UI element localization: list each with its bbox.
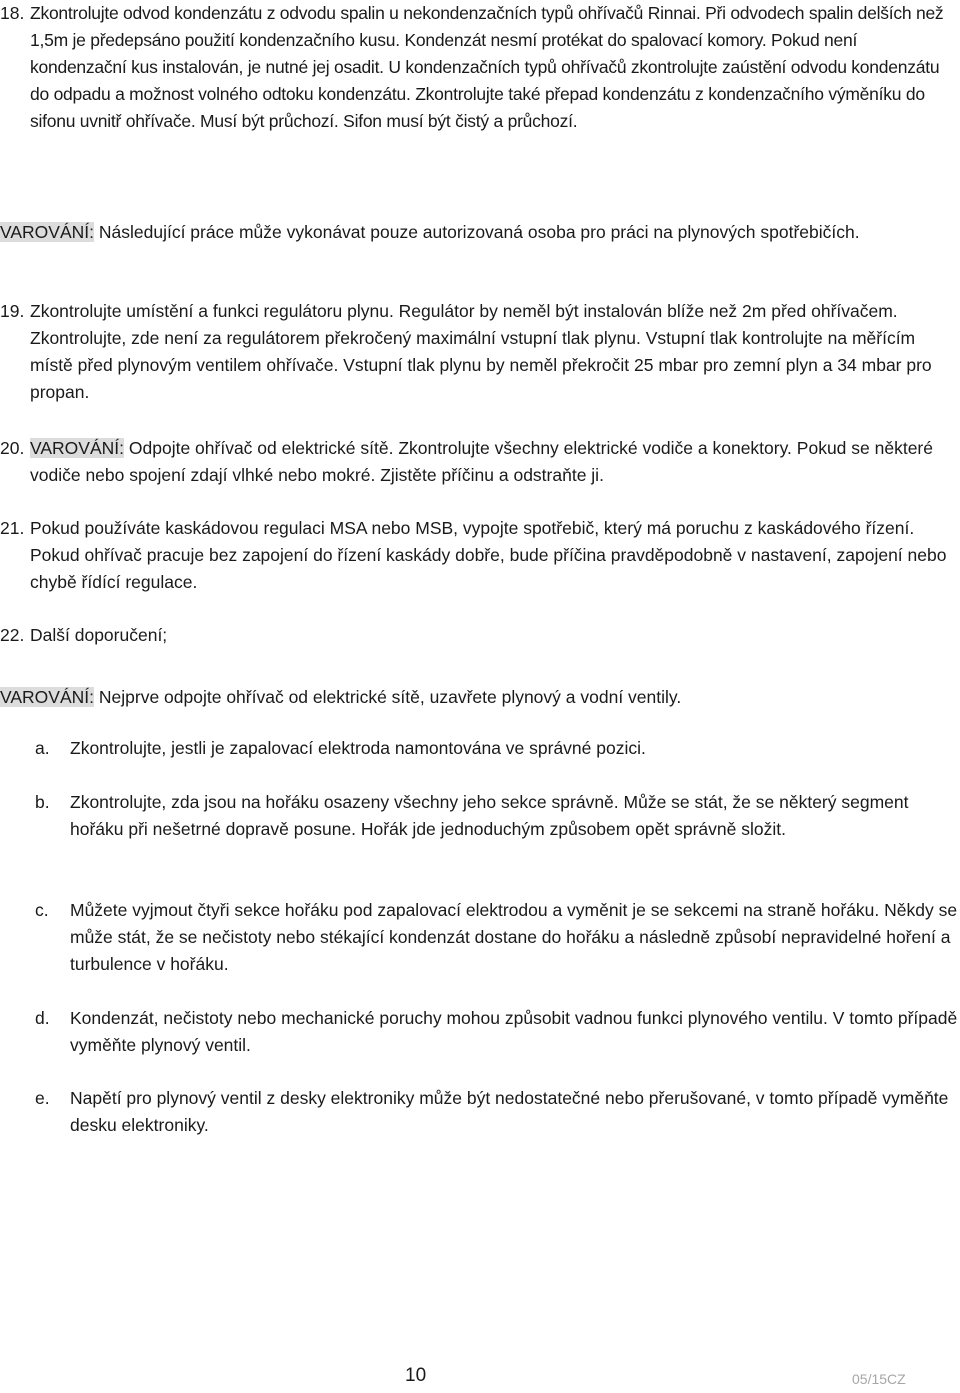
sub-list-item-a	[0, 735, 958, 762]
sub-list-letter: b.	[35, 792, 50, 812]
warning-text: Odpojte ohřívač od elektrické sítě. Zkontrolujte všechny elektrické vodiče a konektory. Pokud se některé vodiče nebo spojení zdají vlhké nebo mokré. Zjistěte příčinu a odstraňte ji.	[30, 438, 933, 485]
sub-list-item-b	[0, 789, 958, 843]
sub-list-letter: d.	[35, 1008, 50, 1028]
sub-list-letter: e.	[35, 1088, 50, 1108]
list-item-20	[0, 435, 958, 489]
page-number: 10	[405, 1365, 427, 1386]
sub-list-text: Můžete vyjmout čtyři sekce hořáku pod zapalovací elektrodou a vyměnit je se sekcemi na straně hořáku. Někdy se může stát, že se nečistoty nebo stékající kondenzát dostane do hořáku a následně způsobí nepravidelné hoření a turbulence v hořáku.	[70, 900, 958, 974]
sub-list-text: Kondenzát, nečistoty nebo mechanické poruchy mohou způsobit vadnou funkci plynového ventilu. V tomto případě vyměňte plynový ventil.	[70, 1008, 958, 1055]
warning-text: Následující práce může vykonávat pouze autorizovaná osoba pro práci na plynových spotřebičích.	[94, 222, 860, 242]
list-item-21	[0, 515, 958, 596]
sub-list-text: Napětí pro plynový ventil z desky elektroniky může být nedostatečné nebo přerušované, v tomto případě vyměňte desku elektroniky.	[70, 1088, 949, 1135]
sub-list-text: Zkontrolujte, jestli je zapalovací elektroda namontována ve správné pozici.	[70, 738, 646, 758]
list-item-text	[30, 435, 958, 489]
list-number: 21.	[0, 518, 25, 538]
list-item-text: Zkontrolujte umístění a funkci regulátoru plynu. Regulátor by neměl být instalován blíže než 2m před ohřívačem. Zkontrolujte, zde není za regulátorem překročený maximální vstupní tlak plynu. Vstupní tlak kontrolujte na měřícím místě před plynovým ventilem ohřívače. Vstupní tlak plynu by neměl překročit 25 mbar pro zemní plyn a 34 mbar pro propan.	[30, 301, 932, 402]
document-code: 05/15CZ	[852, 1371, 906, 1387]
sub-list-item-c	[0, 897, 958, 978]
warning-label: VAROVÁNÍ:	[0, 222, 95, 242]
list-item-22	[0, 622, 958, 649]
sub-list-letter: c.	[35, 900, 49, 920]
list-number: 18.	[0, 3, 25, 23]
list-item-19	[0, 298, 958, 406]
warning-label: VAROVÁNÍ:	[0, 687, 95, 707]
sub-list-item-e	[0, 1085, 958, 1139]
list-item-text: Zkontrolujte odvod kondenzátu z odvodu spalin u nekondenzačních typů ohřívačů Rinnai. Při odvodech spalin delších než 1,5m je předepsáno použití kondenzačního kusu. Kondenzát nesmí protékat do spalovací komory. Pokud není kondenzační kus instalován, je nutné jej osadit. U kondenzačních typů ohřívačů zkontrolujte zaústění odvodu kondenzátu do odpadu a možnost volného odtoku kondenzátu. Zkontrolujte také přepad kondenzátu z kondenzačního výměníku do sifonu uvnitř ohřívače. Musí být průchozí. Sifon musí být čistý a průchozí.	[30, 3, 944, 131]
list-number: 20.	[0, 438, 25, 458]
list-number: 19.	[0, 301, 25, 321]
list-item-text: Další doporučení;	[30, 625, 168, 645]
warning-label: VAROVÁNÍ:	[30, 438, 125, 458]
sub-list-letter: a.	[35, 738, 50, 758]
list-item-text: Pokud používáte kaskádovou regulaci MSA nebo MSB, vypojte spotřebič, který má poruchu z kaskádového řízení. Pokud ohřívač pracuje bez zapojení do řízení kaskády dobře, bude příčina pravděpodobně v nastavení, zapojení nebo chybě řídící regulace.	[30, 518, 947, 592]
sub-list-text: Zkontrolujte, zda jsou na hořáku osazeny všechny jeho sekce správně. Může se stát, že se některý segment hořáku při nešetrné dopravě posune. Hořák jde jednoduchým způsobem opět správně složit.	[70, 792, 909, 839]
list-number: 22.	[0, 625, 25, 645]
list-item-18	[0, 0, 958, 135]
warning-text: Nejprve odpojte ohřívač od elektrické sítě, uzavřete plynový a vodní ventily.	[94, 687, 682, 707]
sub-list-item-d	[0, 1005, 958, 1059]
warning-paragraph	[0, 684, 940, 711]
warning-paragraph	[0, 219, 940, 246]
